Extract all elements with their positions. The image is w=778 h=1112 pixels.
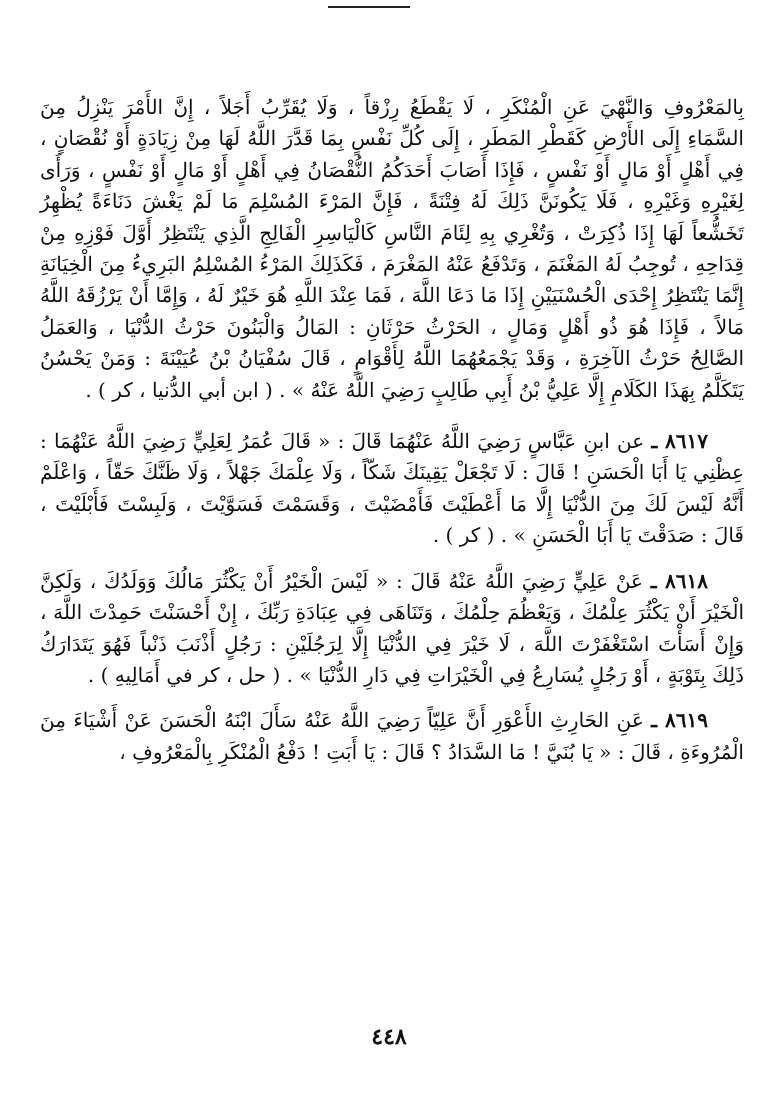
paragraph-text: عن ابنِ عَبَّاسٍ رَضِيَ اللَّهُ عَنْهُمَا قَالَ : « قَالَ عُمَرُ لِعَلِيٍّ رَضِيَ اللَّهُ عَنْهُمَا : عِظْنِي يَا أَبَا الْحَسَنِ ! قَالَ : لَا تَجْعَلْ يَقِينَكَ شَكّاً ، وَلَا عِلْمَكَ جَهْلاً ، وَلَا ظَنَّكَ حَقّاً ، وَاعْلَمْ أَنَّهُ لَيْسَ لَكَ مِنَ الدُّنْيَا إِلَّا مَا أَعْطَيْتَ فَأَمْضَيْتَ ، وَقَسَمْتَ فَسَوَّيْتَ ، وَلَبِسْتَ فَأَبْلَيْتَ ، قَالَ : صَدَقْتَ يَا أَبَا الْحَسَنِ » . ( كر ) . (40, 429, 744, 548)
hadith-number: ٨٦١٨ ـ (650, 568, 708, 593)
paragraph-text: عَنْ عَلِيٍّ رَضِيَ اللَّهُ عَنْهُ قَالَ : « لَيْسَ الْخَيْرُ أَنْ يَكْثُرَ مَالُكَ وَوَلَدُكَ ، وَلَكِنَّ الْخَيْرَ أَنْ يَكْثُرَ عِلْمُكَ ، وَيَعْظُمَ حِلْمُكَ ، وَتَنَاهَى فِي عِبَادَةِ رَبِّكَ ، إِنْ أَحْسَنْتَ حَمِدْتَ اللَّهَ ، وَإِنْ أَسَأْتَ اسْتَغْفَرْتَ اللَّهَ ، لَا خَيْرَ فِي الدُّنْيَا إِلَّا لِرَجُلَيْنِ : رَجُلٍ أَذْنَبَ ذَنْباً فَهُوَ يَتَدَارَكُ ذَلِكَ بِتَوْبَةٍ ، أَوْ رَجُلٍ يُسَارِعُ فِي الْخَيْرَاتِ فِي دَارِ الدُّنْيَا » . ( حل ، كر في أَمَالِيهِ ) . (40, 568, 744, 687)
paragraph-text: بِالمَعْرُوفِ وَالنَّهْيَ عَنِ الْمُنْكَرِ ، لَا يَقْطَعُ رِزْقاً ، وَلَا يُقَرِّبُ أَجَلاً ، إِنَّ الأَمْرَ يَنْزِلُ مِنَ السَّمَاءِ إِلَى الأَرْضِ كَقَطْرِ المَطَرِ ، إِلَى كُلِّ نَفْسٍ بِمَا قَدَّرَ اللَّهُ لَهَا مِنْ زِيَادَةٍ أَوْ نُقْصَانٍ ، فِي أَهْلٍ أَوْ مَالٍ أَوْ نَفْسٍ ، فَإِذَا أَصَابَ أَحَدَكُمُ النُّقْصَانُ فِي أَهْلٍ أَوْ مَالٍ أَوْ نَفْسٍ ، وَرَأَى لِغَيْرِهِ وَغَيْرِهِ ، فَلَا يَكُونَنَّ ذَلِكَ لَهُ فِتْنَةً ، فَإِنَّ المَرْءَ المُسْلِمَ مَا لَمْ يَغْشَ دَنَاءَةً يُظْهِرُ تَخَشُّعاً لَهَا إِذَا ذُكِرَتْ ، وَتُغْرِي بِهِ لِئَامَ النَّاسِ كَالْيَاسِرِ الْفَالِجِ الَّذِي يَنْتَظِرُ أَوَّلَ فَوْزِهِ مِنْ قِدَاحِهِ ، تُوجِبُ لَهُ المَغْنَمَ ، وَتَدْفَعُ عَنْهُ المَغْرَمَ ، فَكَذَلِكَ المَرْءُ المُسْلِمُ البَرِيءُ مِنَ الْخِيَانَةِ إِنَّمَا يَنْتَظِرُ إِحْدَى الْحُسْنَيَيْنِ إِذَا مَا دَعَا اللَّهَ ، فَمَا عِنْدَ اللَّهِ هُوَ خَيْرٌ لَهُ ، وَإِمَّا أَنْ يَرْزُقَهُ اللَّهُ مَالاً ، فَإِذَا هُوَ ذُو أَهْلٍ وَمَالٍ ، الحَرْثُ حَرْثَانِ : المَالُ وَالْبَنُونَ حَرْثُ الدُّنْيَا ، وَالعَمَلُ الصَّالِحُ حَرْثُ الآخِرَةِ ، وَقَدْ يَجْمَعُهُمَا اللَّهُ لِأَقْوَامٍ ، قَالَ سُفْيَانُ بْنُ عُيَيْنَةَ : وَمَنْ يَحْسُنُ يَتَكَلَّمُ بِهَذَا الكَلَامِ إِلَّا عَلِيُّ بْنُ أَبِي طَالِبٍ رَضِيَ اللَّهُ عَنْهُ » . ( ابن أبي الدُّنيا ، كر ) . (40, 95, 744, 402)
continued-paragraph (40, 92, 744, 406)
header-rule (328, 6, 410, 8)
page-number: ٤٤٨ (371, 1024, 407, 1050)
hadith-8617 (40, 426, 744, 552)
paragraph-text: عَنِ الحَارِثِ الأَعْوَرِ أَنَّ عَلِيّاً رَضِيَ اللَّهُ عَنْهُ سَأَلَ ابْنَهُ الْحَسَنَ عَنْ أَشْيَاءَ مِنَ الْمُرُوءَةِ ، قَالَ : « يَا بُنَيَّ ! مَا السَّدَادُ ؟ قَالَ : يَا أَبَتِ ! دَفْعُ الْمُنْكَرِ بِالْمَعْرُوفِ ، (40, 708, 744, 764)
document-body (40, 92, 744, 768)
hadith-8619 (40, 705, 744, 768)
hadith-number: ٨٦١٩ ـ (651, 708, 708, 733)
hadith-number: ٨٦١٧ ـ (651, 429, 708, 454)
hadith-8618 (40, 566, 744, 692)
